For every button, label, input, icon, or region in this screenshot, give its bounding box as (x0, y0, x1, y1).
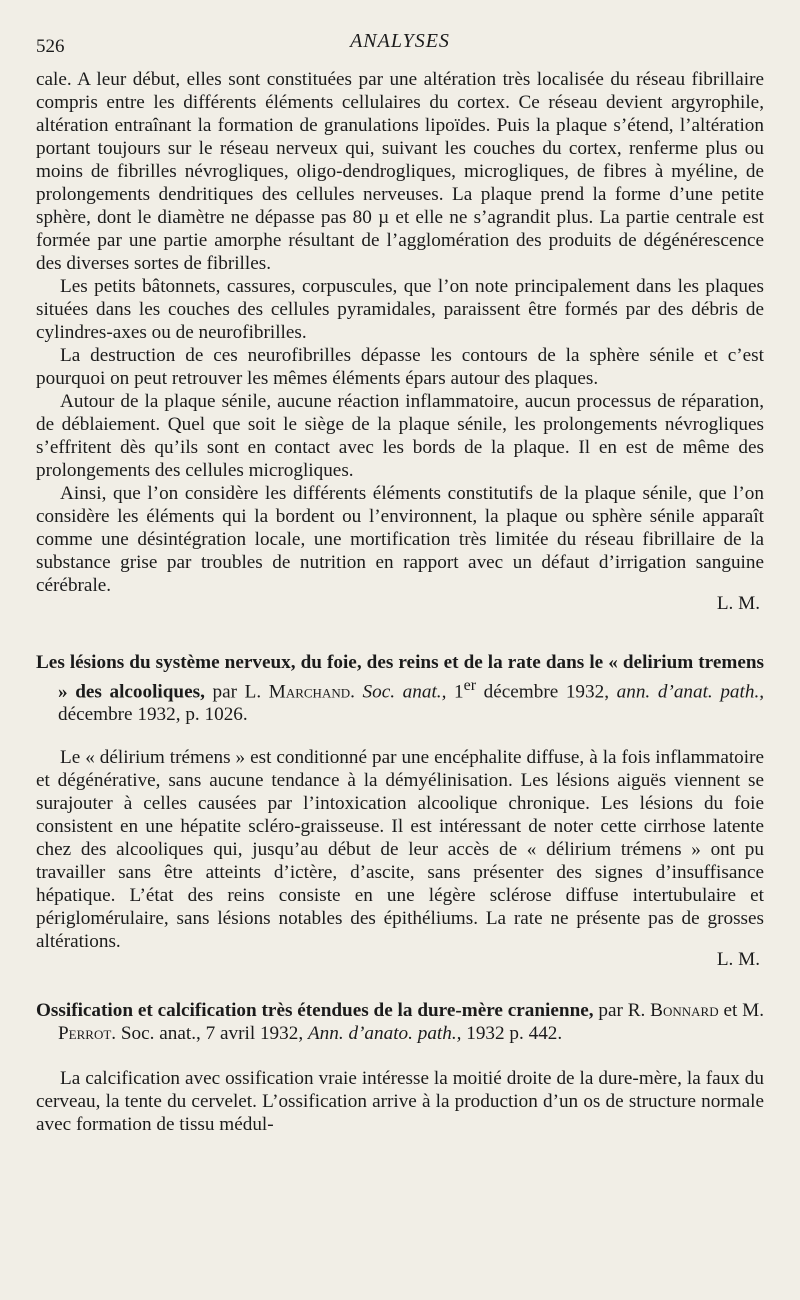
paragraph: Les petits bâtonnets, cassures, corpuscules, que l’on note principalement dans les plaques situées dans les couches des cellules pyramidales, paraissent être formés par des débris de cylindres-axes ou de neurofibrilles. (36, 276, 764, 343)
article-journal-2: Ann. d’anato. path., (307, 1023, 462, 1045)
article-author-2: M. Perrot. (58, 1000, 765, 1045)
paragraph: Le « délirium trémens » est conditionné par une encéphalite diffuse, à la fois inflammatoire et dégénérative, sans aucune tendance à la démyélinisation. Les lésions aiguës viennent se surajouter à celles causées par l’intoxication alcoolique chronique. Les lésions du foie consistent en une hépatite scléro-graisseuse. Il est intéressant de noter cette cirrhose latente chez des alcooliques qui, jusqu’au début de leur accès de « délirium trémens » ont pu travailler sans être atteints d’ictère, d’ascite, sans présenter des signes d’insuffisance hépatique. L’état des reins consiste en une légère sclérose diffuse intertubulaire et périglomérulaire, sans lésions notables des épithéliums. La rate ne présente pas de grosses altérations. (36, 747, 764, 953)
article-date-day: 1 (454, 681, 464, 703)
article-heading-delirium (36, 651, 764, 726)
signature: L. M. (716, 949, 760, 971)
paragraph: cale. A leur début, elles sont constituées par une altération très localisée du réseau fibrillaire compris entre les différents éléments cellulaires du cortex. Ce réseau devient argyrophile, altération entraînant la formation de granulations lipoïdes. Puis la plaque s’étend, l’altération portant toujours sur le réseau nerveux qui, suivant les couches du cortex, renferme plus ou moins de fibrilles névrogliques, oligo-dendrogliques, microgliques, de fibres à myéline, de prolongements dendritiques des cellules nerveuses. La plaque prend la forme d’une petite sphère, dont le diamètre ne dépasse pas 80 µ et elle ne s’agrandit plus. La partie centrale est formée par une partie amorphe résultant de l’agglomération des produits de dégénérescence des diverses sortes de fibrilles. (36, 69, 764, 274)
page-number: 526 (36, 36, 65, 57)
article-body-dura-mater (36, 1067, 764, 1136)
running-title: ANALYSES (350, 30, 450, 52)
article-date-2: décembre 1932, p. 1026. (58, 704, 248, 726)
article-author-1: R. Bonnard (627, 1000, 719, 1022)
article-by: par (212, 681, 238, 703)
article-by: par (598, 1000, 623, 1022)
section-senile-plaque (36, 68, 764, 597)
paragraph: Autour de la plaque sénile, aucune réaction inflammatoire, aucun processus de réparation, de déblaiement. Quel que soit le siège de la plaque sénile, les prolongements névrogliques s’effritent dès qu’ils sont en contact avec les bords de la plaque. Il en est de même des prolongements des cellules microgliques. (36, 391, 764, 481)
article-journal-2: ann. d’anat. path., (616, 681, 765, 703)
signature: L. M. (716, 593, 760, 614)
article-author: L. Marchand. (244, 681, 355, 703)
article-title: Ossification et calcification très étendues de la dure-mère cranienne, (36, 1000, 594, 1022)
article-date: décembre 1932, (483, 681, 610, 703)
running-head (36, 28, 764, 68)
article-date-2: 1932 p. 442. (466, 1023, 563, 1045)
paragraph: Ainsi, que l’on considère les différents éléments constitutifs de la plaque sénile, que l’on considère les éléments qui la bordent ou l’environnent, la plaque ou sphère sénile apparaît comme une désintégration locale, une mortification très limitée du réseau fibrillaire de la substance grise par troubles de nutrition en rapport avec un défaut d’irrigation sanguine cérébrale. (36, 483, 764, 596)
article-body-delirium (36, 746, 764, 953)
article-journal: Soc. anat., (362, 681, 447, 703)
article-and: et (723, 1000, 738, 1022)
paragraph: La calcification avec ossification vraie intéresse la moitié droite de la dure-mère, la faux du cerveau, la tente du cervelet. L’ossification arrive à la production d’un os de structure normale avec formation de tissu médul- (36, 1068, 764, 1136)
article-heading-dura-mater (36, 999, 764, 1045)
article-title: Les lésions du système nerveux, du foie, des reins et de la rate dans le « delirium tremens » des alcooliques, (36, 652, 764, 703)
article-journal: Soc. anat., 7 avril 1932, (120, 1023, 304, 1045)
article-date-sup: er (463, 677, 477, 694)
paragraph: La destruction de ces neurofibrilles dépasse les contours de la sphère sénile et c’est pourquoi on peut retrouver les mêmes éléments épars autour des plaques. (36, 345, 764, 389)
